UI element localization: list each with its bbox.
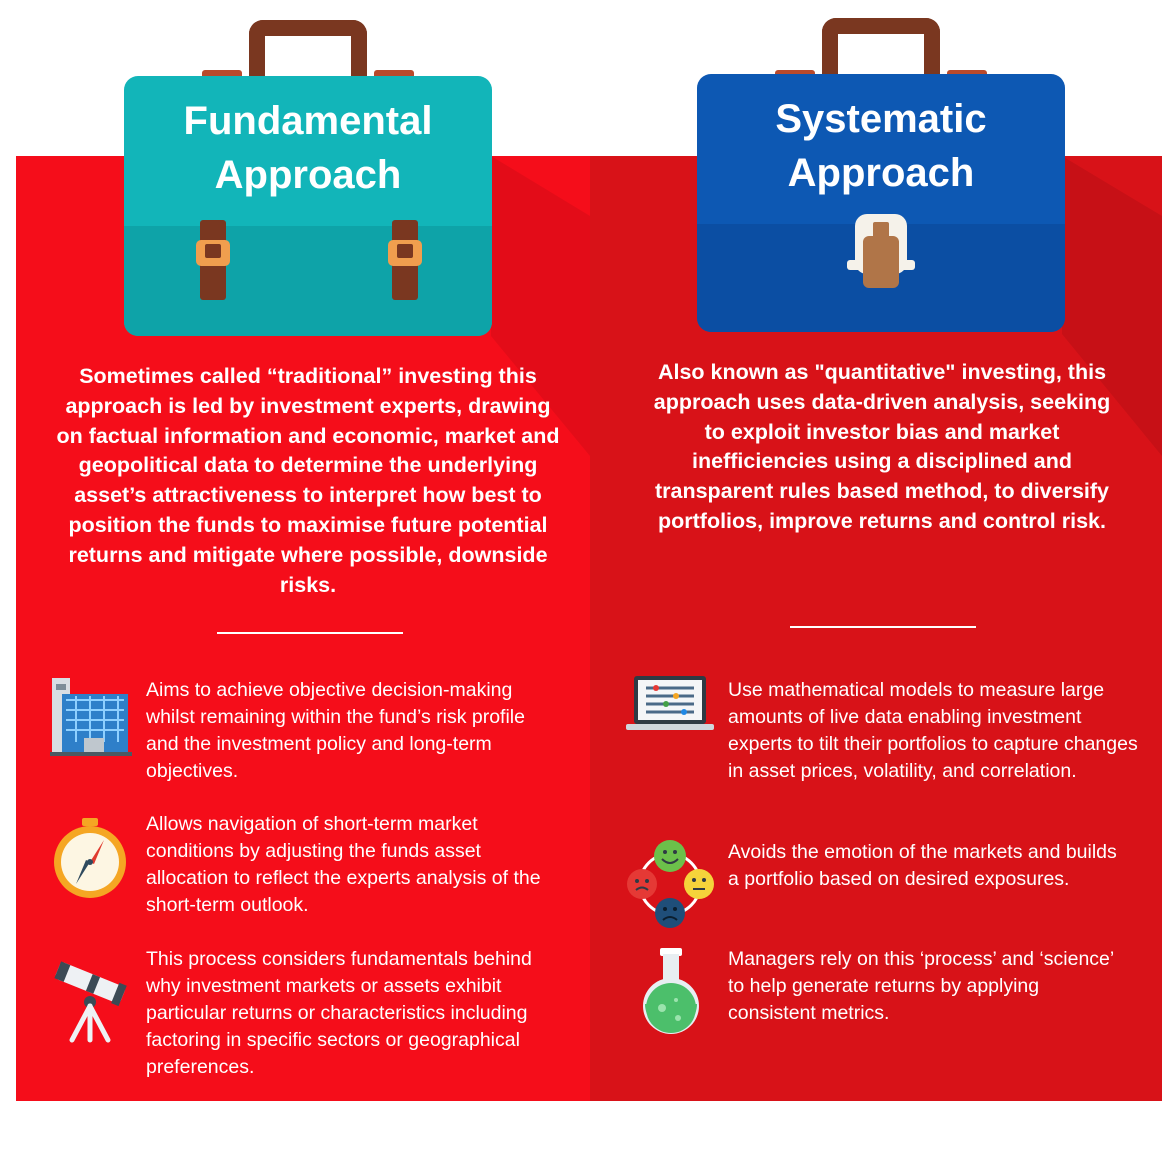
buckle-icon <box>194 220 234 302</box>
fundamental-item-3-text: This process considers fundamentals behind why investment markets or assets exhibit particular returns or characteristics including factoring in specific sectors or geographical preferences. <box>146 948 532 1078</box>
briefcase-handle <box>822 18 940 80</box>
divider <box>217 632 403 634</box>
compass-icon <box>52 818 128 900</box>
emotion-faces-icon <box>624 838 716 930</box>
systematic-item-1-text: Use mathematical models to measure large amounts of live data enabling investment experts to tilt their portfolios to capture changes in asset prices, volatility, and correlation. <box>728 679 1138 782</box>
systematic-title-line2: Approach <box>787 151 975 195</box>
divider <box>790 626 976 628</box>
office-building-icon <box>48 672 134 758</box>
systematic-title-line1: Systematic <box>775 97 987 141</box>
systematic-briefcase <box>697 18 1065 336</box>
lock-clasp-icon <box>847 210 915 292</box>
systematic-item-3-text: Managers rely on this ‘process’ and ‘science’ to help generate returns by applying consistent metrics. <box>728 948 1114 1024</box>
fundamental-briefcase <box>124 20 492 338</box>
briefcase-body <box>697 74 1065 332</box>
briefcase-body <box>124 76 492 336</box>
flask-icon <box>640 946 702 1036</box>
laptop-sliders-icon <box>626 676 714 732</box>
briefcase-handle <box>249 20 367 80</box>
fundamental-title-line1: Fundamental <box>183 99 433 143</box>
systematic-item-2-text: Avoids the emotion of the markets and builds a portfolio based on desired exposures. <box>728 841 1117 890</box>
fundamental-item-1-text: Aims to achieve objective decision-making whilst remaining within the fund’s risk profile and the investment policy and long-term objectives. <box>146 679 525 782</box>
telescope-icon <box>50 956 130 1044</box>
fundamental-item-2-text: Allows navigation of short-term market conditions by adjusting the funds asset allocation to reflect the experts analysis of the short-term outlook. <box>146 813 541 916</box>
fundamental-title-line2: Approach <box>214 153 402 197</box>
buckle-icon <box>386 220 426 302</box>
systematic-intro: Also known as "quantitative" investing, this approach uses data-driven analysis, seeking to exploit investor bias and market inefficiencies using a disciplined and transparent rules based method, to diversify portfolios, improve returns and control risk. <box>653 360 1111 533</box>
fundamental-intro: Sometimes called “traditional” investing this approach is led by investment experts, drawing on factual information and economic, market and geopolitical data to determine the underlying asset’s attractiveness to interpret how best to position the funds to maximise future potential returns and mitigate where possible, downside risks. <box>56 364 560 597</box>
